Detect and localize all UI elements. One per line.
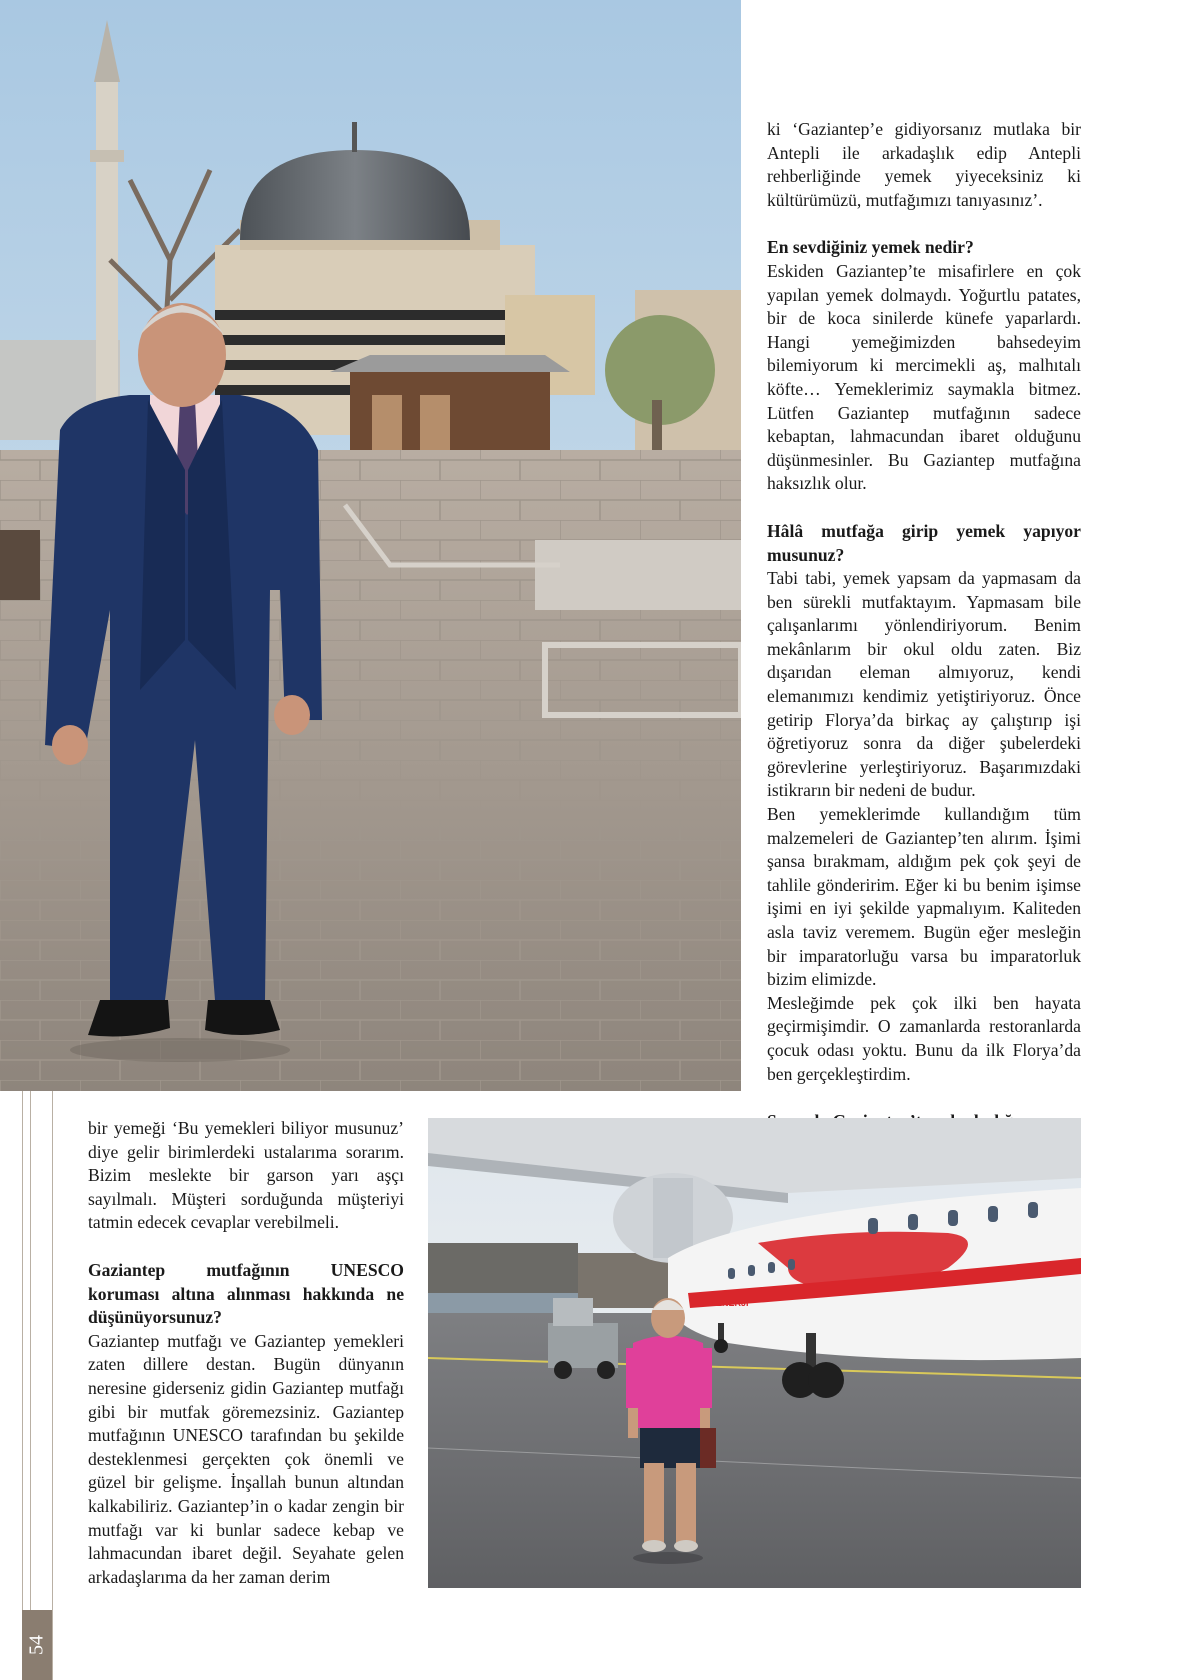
question-heading: Hâlâ mutfağa girip yemek yapıyor musunuz? bbox=[767, 520, 1081, 565]
paragraph: ki ‘Gaziantep’e gidiyorsanız mutlaka bir Antepli ile arkadaşlık edip Antepli rehberliğinde yemek yiyeceksiniz ki kültürümüzü, mutfağımızı tanıyasınız’. bbox=[767, 119, 1081, 210]
page-number: 54 bbox=[22, 1610, 52, 1680]
left-text-column bbox=[88, 1117, 404, 1589]
paragraph: Tabi tabi, yemek yapsam da yapmasam da ben sürekli mutfaktayım. Yapmasam bile çalışanlarımı yönlendiriyorum. Benim mekânlarım bir okul oldu zaten. Biz dışarıdan eleman almıyoruz, kendi elemanımızı kendimiz yetiştiriyoruz. Önce getirip Florya’da birkaç ay çalıştırıp işi öğretiyoruz sonra da diğer şubelerdeki görevlerine yerleştiriyoruz. Başarımızdaki istikrarın bir nedeni de budur. bbox=[767, 568, 1081, 801]
main-photo-mosque bbox=[0, 0, 741, 1091]
question-heading: En sevdiğiniz yemek nedir? bbox=[767, 237, 974, 258]
paragraph: Eskiden Gaziantep’te misafirlere en çok yapılan yemek dolmaydı. Yoğurtlu patates, bir de koca sinilerde künefe yaparlardı. Hangi yemeğimizden bahsedeyim bilemiyorum ki mercimekli aş, malhıtalı köfte… Yemeklerimiz saymakla bitmez. Lütfen Gaziantep mutfağının sadece kebaptan, lahmacundan ibaret olduğunu düşünmesinler. Bu Gaziantep mutfağına haksızlık olur. bbox=[767, 260, 1081, 494]
question-heading: Gaziantep mutfağının UNESCO koruması altına alınması hakkında ne düşünüyorsunuz? bbox=[88, 1259, 404, 1328]
plane-lettering: AIR ENERJI bbox=[698, 1298, 749, 1308]
paragraph: bir yemeği ‘Bu yemekleri biliyor musunuz’ diye gelir birimlerdeki ustalarıma sorarım. Bizim meslekte bir garson yarı aşçı sayılmalı. Müşteri sorduğunda müşteriyi tatmin edecek cevaplar verebilmeli. bbox=[88, 1118, 404, 1233]
paragraph: Ben yemeklerimde kullandığım tüm malzemeleri de Gaziantep’ten alırım. İşimi şansa bırakmam, aldığım pek çok şeyi de tahlile gönderirim. Eğer ki bu benim işimse işimi en iyi şekilde yapmalıyım. Kaliteden asla taviz veremem. Bugün eğer mesleğin bir imparatorluğu varsa bu imparatorluk bizim elimizde. bbox=[767, 804, 1081, 990]
right-text-column bbox=[767, 118, 1081, 1134]
plane-photo bbox=[428, 1118, 1081, 1588]
paragraph: Mesleğimde pek çok ilki ben hayata geçirmişimdir. O zamanlarda restoranlarda çocuk odası yoktu. Bunu da ilk Florya’da ben gerçekleştirdim. bbox=[767, 992, 1081, 1084]
paragraph: Gaziantep mutfağı ve Gaziantep yemekleri zaten dillere destan. Bugün dünyanın neresine giderseniz gidin Gaziantep mutfağı gibi bir mutfak göremezsiniz. Gaziantep mutfağının UNESCO tarafından bu şekilde desteklenmesi gerçekten çok önemli ve güzel bir gelişme. İnşallah bunun altından kalkabiliriz. Gaziantep’in o kadar zengin bir mutfağı var ki bunlar sadece kebap ve lahmacundan ibaret değil. Seyahate gelen arkadaşlarıma da her zaman derim bbox=[88, 1330, 404, 1587]
